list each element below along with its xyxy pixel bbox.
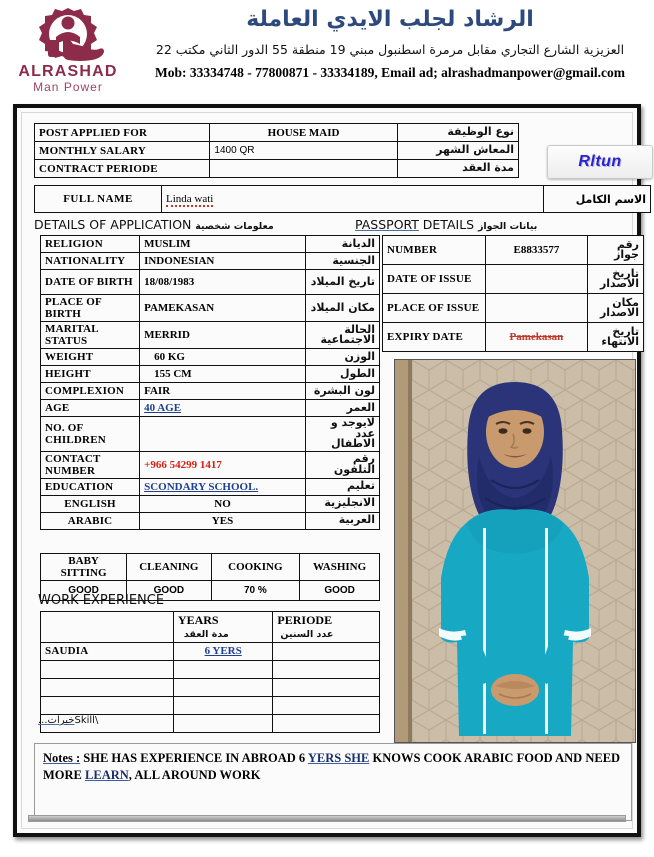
work-years-2 <box>173 678 273 696</box>
work-country-1 <box>41 660 174 678</box>
passport-caption-en-1: PASSPORT <box>355 217 419 232</box>
passport-details-table <box>382 235 644 352</box>
table-row <box>41 478 380 495</box>
table-row <box>41 236 380 253</box>
height-label: HEIGHT <box>41 366 140 383</box>
table-row <box>41 349 380 366</box>
agency-stamp <box>547 145 653 179</box>
arabic-label: ARABIC <box>41 512 140 529</box>
work-years-1 <box>173 660 273 678</box>
notes-line1-a: SHE HAS EXPERIENCE IN ABROAD 6 <box>80 751 308 765</box>
washing-header: WASHING <box>300 554 380 581</box>
table-row <box>41 696 380 714</box>
english-arabic: الانجليزية <box>305 495 379 512</box>
table-row <box>383 323 644 352</box>
table-row <box>35 142 519 160</box>
skill-line-english: Skill\ <box>74 715 99 726</box>
work-years-0: 6 YERS <box>173 642 273 660</box>
table-row <box>41 678 380 696</box>
place-of-issue-value <box>486 294 588 323</box>
skill-line <box>38 715 98 726</box>
post-details-table <box>34 123 519 178</box>
work-country-2 <box>41 678 174 696</box>
table-row <box>383 294 644 323</box>
form-frame <box>13 104 646 837</box>
company-contact-line: Mob: 33334748 - 77800871 - 33334189, Email ad; alrashadmanpower@gmail.com <box>154 65 626 80</box>
pob-label: PLACE OF BIRTH <box>41 295 140 322</box>
education-label: EDUCATION <box>41 478 140 495</box>
english-value: NO <box>140 495 306 512</box>
company-title-arabic: الرشاد لجلب الايدي العاملة <box>246 7 534 32</box>
table-row <box>41 366 380 383</box>
table-row <box>41 512 380 529</box>
marital-status-arabic: الحالة الاجتماعية <box>305 322 379 349</box>
cleaning-header: CLEANING <box>127 554 211 581</box>
expiry-date-label: EXPIRY DATE <box>383 323 486 352</box>
baby-sitting-value: GOOD <box>41 581 127 601</box>
table-row <box>35 160 519 178</box>
passport-caption-ar: بيانات الجواز <box>477 221 538 232</box>
full-name-label: FULL NAME <box>35 186 162 213</box>
skill-line-arabic: ...خبرات <box>38 715 75 726</box>
height-value: 155 CM <box>140 366 306 383</box>
age-arabic: العمر <box>305 400 379 417</box>
pob-value: PAMEKASAN <box>140 295 306 322</box>
form-sheet <box>21 112 646 829</box>
work-years-4 <box>173 714 273 732</box>
passport-number-arabic: رقم جواز <box>587 236 643 265</box>
full-name-value <box>162 186 544 213</box>
contract-period-arabic: مدة العقد <box>397 160 518 178</box>
pob-arabic: مكان الميلاد <box>305 295 379 322</box>
marital-status-label: MARITAL STATUS <box>41 322 140 349</box>
nationality-label: NATIONALITY <box>41 253 140 270</box>
letterhead <box>0 0 654 103</box>
place-of-issue-arabic: مكان الاصدار <box>587 294 643 323</box>
table-row <box>41 660 380 678</box>
gear-hand-people-icon <box>8 4 128 66</box>
table-row <box>41 495 380 512</box>
years-header <box>173 612 273 643</box>
monthly-salary-arabic: المعاش الشهر <box>397 142 518 160</box>
company-address-arabic: العزيزية الشارع التجاري مقابل مرمرة اسطنبول مبني 19 منطقة 55 الدور الثاني مكتب 22 <box>155 42 625 57</box>
monthly-salary-label: MONTHLY SALARY <box>35 142 210 160</box>
table-row <box>41 383 380 400</box>
passport-details-caption <box>355 217 537 232</box>
details-caption-ar: معلومات شخصية <box>195 221 274 232</box>
weight-label: WEIGHT <box>41 349 140 366</box>
passport-number-label: NUMBER <box>383 236 486 265</box>
table-row <box>41 642 380 660</box>
notes-line2-b: LEARN <box>85 768 129 782</box>
monthly-salary-value: 1400 QR <box>210 142 397 160</box>
table-row <box>41 253 380 270</box>
weight-arabic: الوزن <box>305 349 379 366</box>
religion-arabic: الديانة <box>305 236 379 253</box>
contract-period-value <box>210 160 397 178</box>
children-arabic: لايوجد و عدد الاطفال <box>305 417 379 452</box>
table-row <box>41 400 380 417</box>
table-row <box>41 322 380 349</box>
expiry-date-value: Pamekasan <box>486 323 588 352</box>
expiry-date-arabic: تاريخ الانتهاء <box>587 323 643 352</box>
logo-company-name: ALRASHAD <box>18 63 118 80</box>
logo-tagline: Man Power <box>33 80 103 94</box>
notes-line2-c: , ALL AROUND WORK <box>128 768 261 782</box>
period-header <box>273 612 380 643</box>
age-value: 40 AGE <box>140 400 306 417</box>
work-period-1 <box>273 660 380 678</box>
table-row <box>41 612 380 643</box>
notes-label: Notes : <box>43 751 81 765</box>
dob-arabic: تاريخ الميلاد <box>305 270 379 295</box>
full-name-arabic: الاسم الكامل <box>544 186 651 213</box>
table-row <box>383 265 644 294</box>
religion-value: MUSLIM <box>140 236 306 253</box>
marital-status-value: MERRID <box>140 322 306 349</box>
notes-text <box>43 750 623 784</box>
period-header-en: PERIODE <box>277 613 333 627</box>
arabic-value: YES <box>140 512 306 529</box>
letterhead-text <box>130 0 650 81</box>
notes-line1-b: YERS SHE <box>307 751 370 765</box>
height-arabic: الطول <box>305 366 379 383</box>
bottom-divider <box>28 815 626 822</box>
country-header <box>41 612 174 643</box>
age-label: AGE <box>41 400 140 417</box>
complexion-label: COMPLEXION <box>41 383 140 400</box>
table-row <box>41 295 380 322</box>
complexion-value: FAIR <box>140 383 306 400</box>
applicant-photo <box>394 359 636 743</box>
children-value <box>140 417 306 452</box>
dob-label: DATE OF BIRTH <box>41 270 140 295</box>
contact-number-label: CONTACT NUMBER <box>41 451 140 478</box>
baby-sitting-header: BABY SITTING <box>41 554 127 581</box>
table-row <box>35 186 651 213</box>
dob-value: 18/08/1983 <box>140 270 306 295</box>
work-country-0: SAUDIA <box>41 642 174 660</box>
contract-period-label: CONTRACT PERIODE <box>35 160 210 178</box>
education-arabic: تعليم <box>305 478 379 495</box>
work-period-4 <box>273 714 380 732</box>
years-header-en: YEARS <box>177 613 219 627</box>
agency-stamp-text: Rltun <box>578 153 622 170</box>
cooking-header: COOKING <box>211 554 300 581</box>
religion-label: RELIGION <box>41 236 140 253</box>
weight-value: 60 KG <box>140 349 306 366</box>
nationality-arabic: الجنسية <box>305 253 379 270</box>
company-logo <box>8 4 128 100</box>
passport-caption-en-2: DETAILS <box>422 217 475 232</box>
full-name-table <box>34 185 651 213</box>
contact-number-arabic: رقم التلفون <box>305 451 379 478</box>
details-caption-en: DETAILS OF APPLICATION <box>34 217 192 232</box>
work-country-3 <box>41 696 174 714</box>
date-of-issue-label: DATE OF ISSUE <box>383 265 486 294</box>
education-value: SCONDARY SCHOOL. <box>140 478 306 495</box>
work-years-3 <box>173 696 273 714</box>
place-of-issue-label: PLACE OF ISSUE <box>383 294 486 323</box>
work-period-2 <box>273 678 380 696</box>
table-row <box>41 451 380 478</box>
cleaning-value: GOOD <box>127 581 211 601</box>
washing-value: GOOD <box>300 581 380 601</box>
post-applied-label: POST APPLIED FOR <box>35 124 210 142</box>
table-row <box>41 417 380 452</box>
post-applied-value: HOUSE MAID <box>210 124 397 142</box>
notes-line1-c: KNOWS COOK ARABIC FOOD AND NEED <box>369 751 621 765</box>
table-row <box>41 270 380 295</box>
contact-number-value: +966 54299 1417 <box>140 451 306 478</box>
nationality-value: INDONESIAN <box>140 253 306 270</box>
notes-box <box>34 743 632 821</box>
notes-line2-a: MORE <box>43 768 86 782</box>
table-row <box>383 236 644 265</box>
period-header-ar: عدد السنين <box>280 629 334 640</box>
arabic-arabic: العربية <box>305 512 379 529</box>
post-applied-arabic: نوع الوظيفة <box>397 124 518 142</box>
applicant-photo-image <box>395 360 635 742</box>
english-label: ENGLISH <box>41 495 140 512</box>
date-of-issue-arabic: تاريخ الاصدار <box>587 265 643 294</box>
cooking-value: 70 % <box>211 581 300 601</box>
work-period-0 <box>273 642 380 660</box>
application-details-table <box>40 235 380 530</box>
full-name-text: Linda wati <box>166 193 214 205</box>
date-of-issue-value <box>486 265 588 294</box>
years-header-ar: مدة العقد <box>183 629 229 640</box>
complexion-arabic: لون البشرة <box>305 383 379 400</box>
passport-number-value: E8833577 <box>486 236 588 265</box>
details-of-application-caption <box>34 217 274 232</box>
children-label: NO. OF CHILDREN <box>41 417 140 452</box>
work-period-3 <box>273 696 380 714</box>
table-row <box>41 554 380 581</box>
table-row <box>35 124 519 142</box>
work-experience-title: WORK EXPERIENCE <box>38 593 165 608</box>
